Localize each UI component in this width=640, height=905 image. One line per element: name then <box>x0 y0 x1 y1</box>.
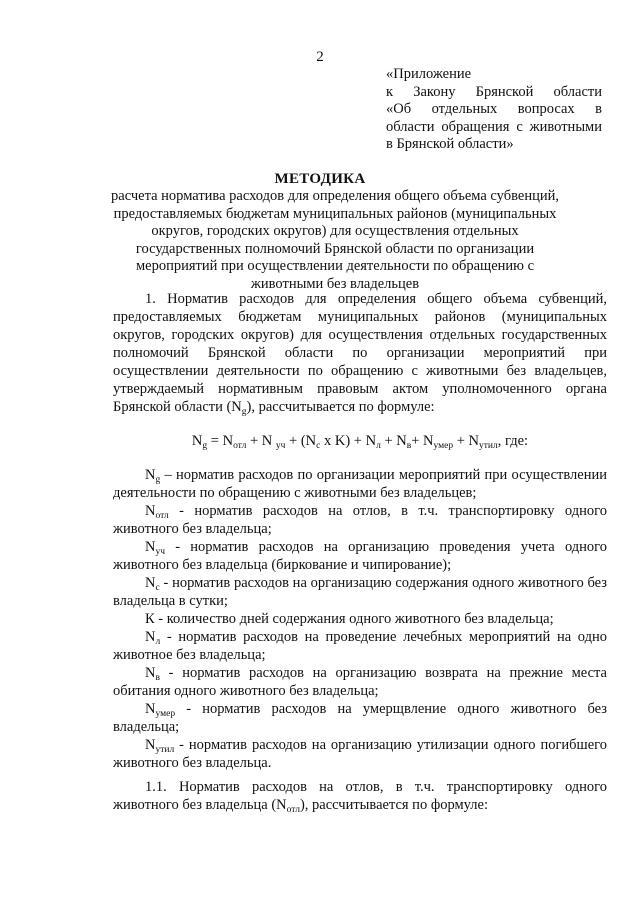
appendix-line-1: «Приложение <box>386 66 472 82</box>
definition-k: К - количество дней содержания одного животного без владельца; <box>145 611 554 627</box>
appendix-line-5: в Брянской области» <box>386 136 514 152</box>
paragraph-1-1: 1.1. Норматив расходов на отлов, в т.ч. транспортировку одного животного без владельца $(N_{отл})$, рассчитывается по формуле: <box>113 779 607 815</box>
definition-ng: $N_g$ – норматив расходов по организации мероприятий при осуществлении деятельности по обращению с животными без владельцев; <box>113 467 607 501</box>
paragraph-1 <box>113 290 607 416</box>
appendix-reference <box>386 66 602 154</box>
definition-util: $N_{утил}$ - норматив расходов на организацию утилизации одного погибшего животного без владельца. <box>113 737 607 771</box>
appendix-line-2: к Закону Брянской области <box>386 83 602 100</box>
definitions-list <box>113 466 607 772</box>
document-subtitle: расчета норматива расходов для определения общего объема субвенций, предоставляемых бюджетам муниципальных районов (муниципальных округов, городских округов) для осуществления отдельных государственных полномочий Брянской области по организации мероприятий при осуществлении деятельности по обращению с животными без владельцев <box>111 188 559 292</box>
paragraph-1-sub: g <box>241 407 247 417</box>
appendix-line-4: области обращения с животными <box>386 118 602 135</box>
definition-umer: $N_{умер}$ - норматив расходов на умерщвление одного животного без владельца; <box>113 701 607 735</box>
paragraph-1-text: 1. Норматив расходов для определения общего объема субвенций, предоставляемых бюджетам муниципальных районов (муниципальных округов, городских округов) для осуществления отдельных государственных полномочий Брянской области по организации мероприятий при осуществлении деятельности по обращению с животными без владельцев, утверждаемый нормативным правовым актом уполномоченного органа Брянской области (N <box>113 291 607 415</box>
appendix-line-3: «Об отдельных вопросах в <box>386 101 602 117</box>
definition-otl: $N_{отл}$ - норматив расходов на отлов, в т.ч. транспортировку одного животного без владельца; <box>113 503 607 537</box>
paragraph-1-end: ), рассчитывается по формуле: <box>246 399 435 415</box>
main-formula: $N_g = N_{отл} + N$ $_{уч} + (N_с$ x $K) + N_л + N_в+ N_{умер} + N_{утил}$, где: <box>191 433 529 451</box>
definition-v: $N_в$ - норматив расходов на организацию возврата на прежние места обитания одного животного без владельца; <box>113 665 607 699</box>
definition-uch: $N_{уч}$ - норматив расходов на организацию проведения учета одного животного без владельца (биркование и чипирование); <box>113 539 607 573</box>
page-number: 2 <box>316 49 324 65</box>
definition-l: $N_л$ - норматив расходов на проведение лечебных мероприятий на одно животное без владельца; <box>113 629 607 663</box>
definition-c: $N_с$ - норматив расходов на организацию содержания одного животного без владельца в сутки; <box>113 575 607 609</box>
document-title: МЕТОДИКА <box>274 171 366 187</box>
